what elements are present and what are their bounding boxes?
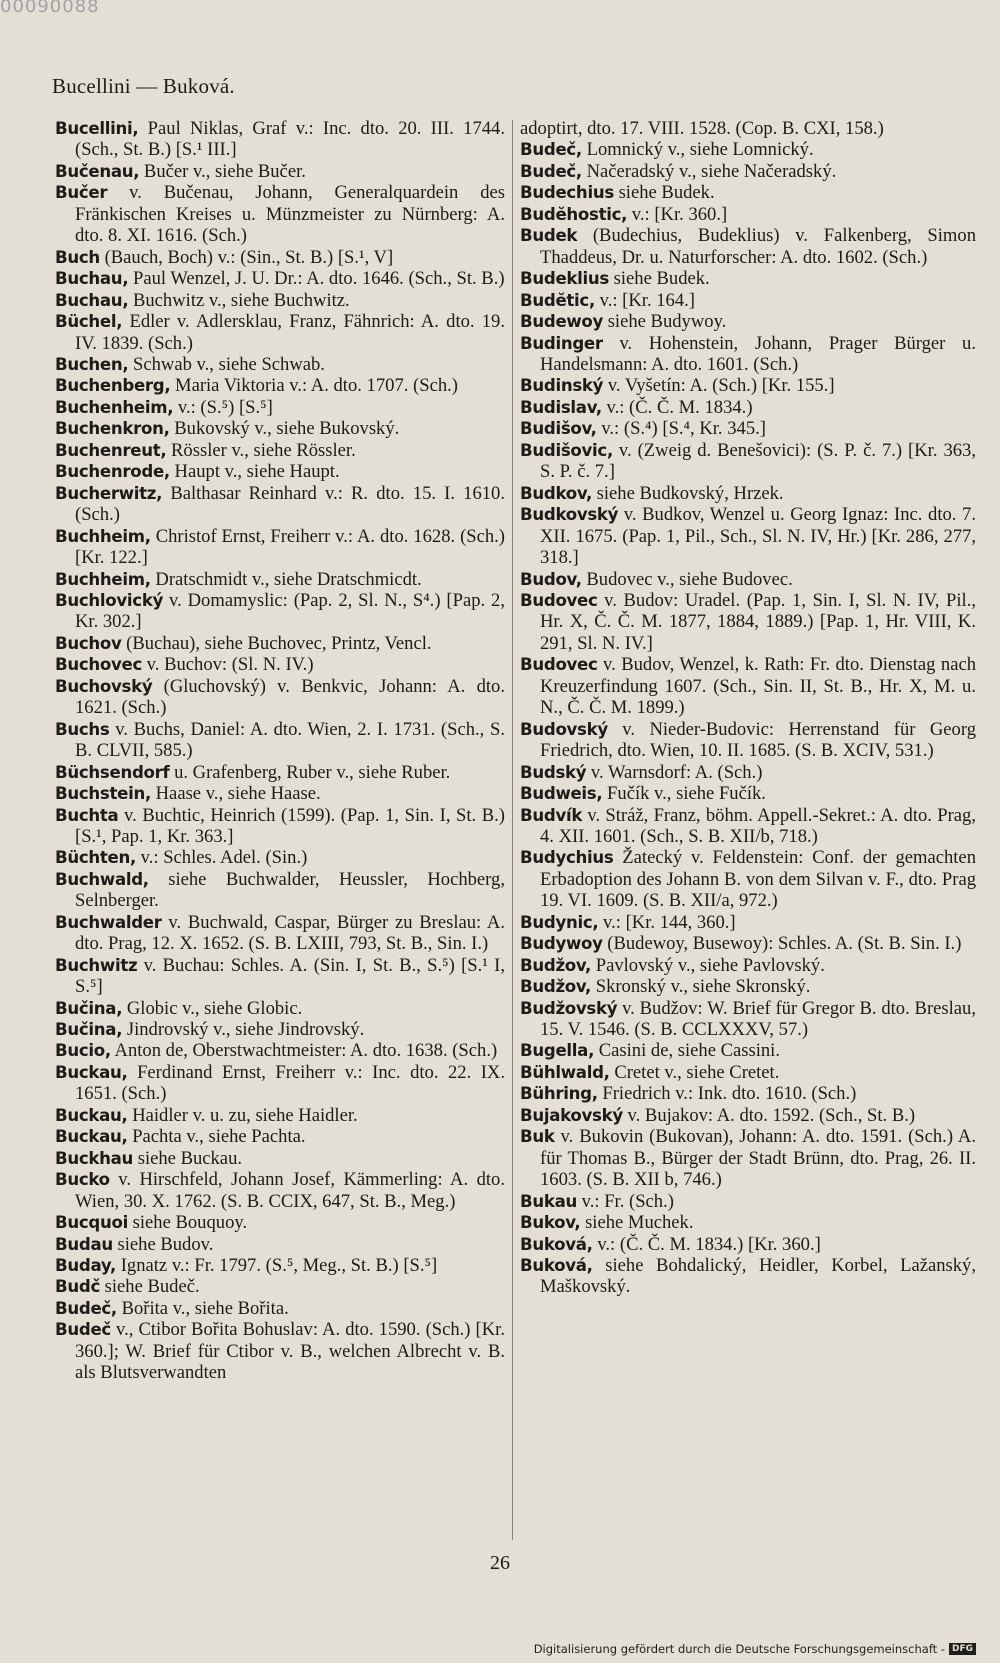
dictionary-entry — [55, 440, 505, 461]
entry-text: v.: [Kr. 144, 360.] — [598, 911, 736, 933]
entry-text: v. Buchau: Schles. A. (Sin. I, St. B., S.⁵) [S.¹ I, S.⁵] — [75, 954, 505, 998]
dictionary-entry — [520, 182, 976, 203]
entry-text: v. Buchwald, Caspar, Bürger zu Breslau: A. dto. Prag, 12. X. 1652. (S. B. LXIII, 793, St. B., Sin. I.) — [75, 911, 505, 955]
entry-text: siehe Budywoy. — [603, 311, 727, 333]
entry-text: siehe Muchek. — [580, 1212, 694, 1234]
entry-headword: Buchenheim, — [55, 397, 174, 417]
entry-text: v. Hirschfeld, Johann Josef, Kämmerling: A. dto. Wien, 30. X. 1762. (S. B. CCIX, 647, St. B., Meg.) — [75, 1169, 505, 1212]
entry-text: v. Budkov, Wenzel u. Georg Ignaz: Inc. dto. 7. XII. 1675. (Pap. 1, Pil., Sch., Sl. N. IV, Hr.) [Kr. 286, 277, 318.] — [540, 504, 976, 569]
dictionary-entry — [55, 590, 505, 633]
entry-text: v.: [Kr. 360.] — [627, 203, 728, 225]
entry-headword: Buckau, — [55, 1127, 128, 1147]
entry-text: v. (Zweig d. Benešovici): (S. P. č. 7.) [Kr. 363, S. P. č. 7.] — [540, 439, 976, 483]
entry-headword: Budč — [55, 1277, 100, 1297]
entry-text: v. Vyšetín: A. (Sch.) [Kr. 155.] — [603, 375, 835, 397]
entry-text: (Budewoy, Busewoy): Schles. A. (St. B. Sin. I.) — [602, 933, 962, 955]
dictionary-entry — [55, 1169, 505, 1212]
entry-text: v. Buchtic, Heinrich (1599). (Pap. 1, Sin. I, St. B.) [S.¹, Pap. 1, Kr. 363.] — [75, 804, 505, 847]
entry-text: Edler v. Adlersklau, Franz, Fähnrich: A. dto. 19. IV. 1839. (Sch.) — [75, 311, 505, 354]
entry-text: Paul Niklas, Graf v.: Inc. dto. 20. III. 1744. (Sch., St. B.) [S.¹ III.] — [75, 118, 505, 161]
entry-headword: Buchwitz — [55, 955, 138, 975]
entry-headword: Budek — [520, 226, 578, 246]
entry-text: v.: Fr. (Sch.) — [577, 1190, 674, 1212]
column-divider — [512, 120, 513, 1540]
entry-text: siehe Budeč. — [99, 1276, 200, 1298]
dictionary-entry — [55, 1298, 505, 1319]
entry-text: v.: (Č. Č. M. 1834.) [Kr. 360.] — [592, 1233, 821, 1255]
entry-text: v. Bukovin (Bukovan), Johann: A. dto. 1591. (Sch.) A. für Thomas B., Bürger der Stadt Brünn, dto. Prag, 26. II. 1603. (S. B. XII b, 746.) — [540, 1126, 976, 1191]
entry-text: v. Buchov: (Sl. N. IV.) — [142, 654, 314, 676]
entry-text: (Bauch, Boch) v.: (Sin., St. B.) [S.¹, V] — [99, 246, 394, 268]
entry-headword: Buchovský — [55, 676, 153, 696]
dictionary-entry — [520, 440, 976, 483]
entry-text: (Buchau), siehe Buchovec, Printz, Vencl. — [121, 632, 432, 654]
entry-headword: Budau — [55, 1234, 113, 1254]
dictionary-entry — [520, 847, 976, 911]
footer-credit — [534, 1642, 976, 1656]
entry-text: Globic v., siehe Globic. — [122, 997, 303, 1019]
dictionary-entry — [55, 762, 505, 783]
entry-headword: Buchovec — [55, 655, 143, 675]
dictionary-entry — [520, 139, 976, 160]
entry-headword: Budinger — [520, 333, 603, 353]
entry-headword: Budkovský — [520, 505, 619, 525]
dictionary-entry — [55, 805, 505, 848]
entry-headword: Bukov, — [520, 1213, 581, 1233]
entry-headword: Buckau, — [55, 1062, 128, 1082]
entry-text: v. Stráž, Franz, böhm. Appell.-Sekret.: A. dto. Prag, 4. XII. 1601. (Sch., S. B. XII/b, 718.) — [540, 804, 976, 847]
dictionary-entry — [55, 461, 505, 482]
entry-headword: Budeč, — [55, 1298, 117, 1318]
entry-text: v. Warnsdorf: A. (Sch.) — [586, 761, 763, 783]
entry-text: Bořita v., siehe Bořita. — [116, 1297, 289, 1319]
dictionary-entry — [55, 118, 505, 161]
dictionary-entry — [520, 1083, 976, 1104]
entry-headword: Buchwald, — [55, 869, 149, 889]
entry-text: (Gluchovský) v. Benkvic, Johann: A. dto. 1621. (Sch.) — [75, 675, 505, 719]
entry-headword: Budĕhostic, — [520, 204, 628, 224]
dictionary-entry — [55, 783, 505, 804]
entry-text: u. Grafenberg, Ruber v., siehe Ruber. — [169, 761, 451, 783]
dictionary-entry — [55, 1234, 505, 1255]
dictionary-entry — [520, 590, 976, 654]
dictionary-entry — [520, 783, 976, 804]
entry-headword: Budechius — [520, 183, 614, 203]
dictionary-entry — [520, 955, 976, 976]
entry-text: Haidler v. u. zu, siehe Haidler. — [127, 1104, 358, 1126]
dictionary-entry — [55, 869, 505, 912]
entry-headword: Buchenkron, — [55, 419, 170, 439]
page-number: 26 — [490, 1552, 510, 1574]
entry-text: Jindrovský v., siehe Jindrovský. — [122, 1019, 365, 1041]
entry-headword: Buckau, — [55, 1105, 128, 1125]
dictionary-entry — [55, 912, 505, 955]
entry-text: Buchwitz v., siehe Buchwitz. — [128, 289, 350, 311]
entry-text: Načeradský v., siehe Načeradský. — [581, 160, 837, 182]
entry-text: v.: [Kr. 164.] — [594, 289, 695, 311]
entry-headword: Budžov, — [520, 977, 592, 997]
dictionary-entry — [55, 1212, 505, 1233]
entry-headword: Budeč — [55, 1320, 111, 1340]
entry-headword: Buchau, — [55, 269, 129, 289]
entry-text: v., Ctibor Bořita Bohuslav: A. dto. 1590. (Sch.) [Kr. 360.]; W. Brief für Ctibor v. B., welchen Albrecht v. B. als Blutsverwandten — [75, 1319, 505, 1384]
entry-headword: Budský — [520, 762, 587, 782]
entry-text: Ferdinand Ernst, Freiherr v.: Inc. dto. 22. IX. 1651. (Sch.) — [75, 1061, 505, 1105]
entry-headword: Büchten, — [55, 848, 137, 868]
entry-text: Paul Wenzel, J. U. Dr.: A. dto. 1646. (Sch., St. B.) — [128, 268, 505, 290]
entry-text: Skronský v., siehe Skronský. — [591, 976, 811, 998]
entry-text: v. Domamyslic: (Pap. 2, Sl. N., S⁴.) [Pap. 2, Kr. 302.] — [75, 589, 505, 633]
entry-headword: Bucio, — [55, 1041, 111, 1061]
entry-headword: Budeč, — [520, 161, 582, 181]
entry-text: siehe Budov. — [112, 1233, 214, 1255]
dictionary-entry — [55, 847, 505, 868]
entry-headword: Buchenberg, — [55, 376, 171, 396]
dictionary-entry — [520, 976, 976, 997]
dictionary-entry — [520, 1062, 976, 1083]
entry-text: v. Bujakov: A. dto. 1592. (Sch., St. B.) — [622, 1104, 916, 1126]
dictionary-entry — [520, 1040, 976, 1061]
entry-headword: Bugella, — [520, 1041, 595, 1061]
entry-text: v. Budov: Uradel. (Pap. 1, Sin. I, Sl. N. IV, Pil., Hr. X, Č. Č. M. 1877, 1884, 1889.) [Pap. 1, Hr. VIII, K. 291, Sl. N. IV.] — [540, 589, 976, 654]
dictionary-entry — [55, 290, 505, 311]
dictionary-entry — [55, 1062, 505, 1105]
entry-headword: Buchenrode, — [55, 462, 170, 482]
dictionary-entry — [520, 654, 976, 718]
entry-headword: Buchwalder — [55, 912, 162, 932]
entry-text: Dratschmidt v., siehe Dratschmicdt. — [150, 568, 422, 590]
dictionary-entry — [520, 1212, 976, 1233]
right-column — [520, 118, 976, 1298]
entry-headword: Buckhau — [55, 1148, 134, 1168]
entry-text: Cretet v., siehe Cretet. — [609, 1061, 780, 1083]
entry-headword: Büchsendorf — [55, 762, 170, 782]
entry-headword: Buk — [520, 1127, 555, 1147]
entry-text: v. Budžov: W. Brief für Gregor B. dto. Breslau, 15. V. 1546. (S. B. CCLXXXV, 57.) — [540, 997, 976, 1041]
dictionary-entry — [520, 998, 976, 1041]
dictionary-entry — [55, 182, 505, 246]
entry-text: Bučer v., siehe Bučer. — [139, 160, 306, 182]
entry-headword: Budeč, — [520, 140, 582, 160]
dictionary-entry — [520, 225, 976, 268]
entry-text: siehe Budkovský, Hrzek. — [592, 482, 784, 504]
dictionary-entry — [55, 654, 505, 675]
entry-headword: Budžovský — [520, 998, 618, 1018]
entry-headword: Budžov, — [520, 955, 592, 975]
entry-headword: Buchheim, — [55, 526, 151, 546]
dictionary-entry — [55, 354, 505, 375]
entry-headword: Buch — [55, 247, 100, 267]
entry-text: siehe Budek. — [613, 182, 715, 204]
dictionary-entry — [520, 912, 976, 933]
entry-headword: Buchheim, — [55, 569, 151, 589]
entry-headword: Bučina, — [55, 1020, 123, 1040]
entry-headword: Buchs — [55, 719, 110, 739]
entry-text: Friedrich v.: Ink. dto. 1610. (Sch.) — [597, 1083, 857, 1105]
entry-headword: Buchau, — [55, 290, 129, 310]
entry-text: Schwab v., siehe Schwab. — [128, 353, 325, 375]
entry-headword: Budywoy — [520, 934, 603, 954]
entry-headword: Bühring, — [520, 1084, 598, 1104]
dictionary-entry — [55, 998, 505, 1019]
left-column — [55, 118, 505, 1384]
entry-text: Ignatz v.: Fr. 1797. (S.⁵, Meg., St. B.) [S.⁵] — [116, 1255, 438, 1277]
entry-headword: Buday, — [55, 1256, 117, 1276]
entry-headword: Büchel, — [55, 312, 123, 332]
dictionary-entry — [520, 375, 976, 396]
dictionary-entry — [55, 418, 505, 439]
scan-id-mark: 00090088 — [0, 0, 100, 14]
entry-headword: Budkov, — [520, 483, 592, 503]
entry-headword: Budewoy — [520, 312, 604, 332]
entry-headword: Budweis, — [520, 784, 603, 804]
running-header: Bucellini — Buková. — [52, 74, 235, 98]
entry-text: siehe Budek. — [609, 268, 710, 290]
entry-text: Haupt v., siehe Haupt. — [169, 461, 340, 483]
dictionary-entry — [520, 719, 976, 762]
dictionary-entry — [55, 1255, 505, 1276]
dictionary-entry — [55, 1148, 505, 1169]
entry-text: v. Buchs, Daniel: A. dto. Wien, 2. I. 1731. (Sch., S. B. CLVII, 585.) — [75, 718, 505, 762]
entry-headword: Budovský — [520, 719, 608, 739]
entry-headword: Budynic, — [520, 912, 599, 932]
entry-headword: Budvík — [520, 805, 583, 825]
entry-headword: Bucko — [55, 1170, 110, 1190]
dictionary-entry — [55, 1040, 505, 1061]
entry-text: (Budechius, Budeklius) v. Falkenberg, Simon Thaddeus, Dr. u. Naturforscher: A. dto. 1602. (Sch.) — [540, 225, 976, 268]
dictionary-entry — [520, 1234, 976, 1255]
dfg-logo: DFG — [949, 1643, 976, 1655]
entry-text: Žatecký v. Feldenstein: Conf. der gemachten Erbadoption des Johann B. von dem Silvan v. F., dto. Prag 19. VI. 1609. (S. B. XII/a, 972.) — [540, 847, 976, 912]
entry-text: Christof Ernst, Freiherr v.: A. dto. 1628. (Sch.) [Kr. 122.] — [75, 525, 505, 569]
dictionary-entry — [55, 311, 505, 354]
entry-text: v. Nieder-Budovic: Herrenstand für Georg Friedrich, dto. Wien, 10. II. 1685. (S. B. XCIV, 531.) — [540, 718, 976, 762]
entry-text: Balthasar Reinhard v.: R. dto. 15. I. 1610. (Sch.) — [75, 482, 505, 526]
dictionary-entry — [55, 633, 505, 654]
entry-text: siehe Bohdalický, Heidler, Korbel, Lažanský, Maškovský. — [540, 1255, 976, 1298]
entry-headword: Bujakovský — [520, 1105, 623, 1125]
entry-text: Fučík v., siehe Fučík. — [602, 783, 766, 805]
entry-headword: Buchta — [55, 805, 119, 825]
dictionary-entry — [520, 933, 976, 954]
dictionary-entry — [520, 161, 976, 182]
dictionary-entry — [520, 333, 976, 376]
dictionary-entry — [520, 418, 976, 439]
dictionary-entry — [520, 1105, 976, 1126]
entry-text: v.: (S.⁴) [S.⁴, Kr. 345.] — [596, 418, 766, 440]
entry-headword: Budovec — [520, 655, 598, 675]
entry-text: siehe Buckau. — [133, 1147, 243, 1169]
dictionary-entry — [55, 719, 505, 762]
dictionary-entry — [55, 1019, 505, 1040]
entry-headword: Buchov — [55, 633, 122, 653]
dictionary-entry — [55, 483, 505, 526]
entry-text: Rössler v., siehe Rössler. — [166, 439, 356, 461]
entry-headword: Bučenau, — [55, 161, 140, 181]
entry-text: Haase v., siehe Haase. — [150, 783, 321, 805]
entry-headword: Budišovic, — [520, 440, 613, 460]
dictionary-entry — [520, 483, 976, 504]
entry-text: v. Budov, Wenzel, k. Rath: Fr. dto. Dienstag nach Kreuzerfindung 1607. (Sch., Sin. II, St. B., Hr. X, M. u. N., Č. Č. M. 1899.) — [540, 654, 976, 719]
entry-headword: Budovec — [520, 590, 598, 610]
entry-text: Anton de, Oberstwachtmeister: A. dto. 1638. (Sch.) — [110, 1040, 498, 1062]
entry-headword: Budeklius — [520, 269, 609, 289]
dictionary-entry — [55, 676, 505, 719]
entry-text: Lomnický v., siehe Lomnický. — [581, 139, 814, 161]
entry-headword: Budĕtic, — [520, 290, 595, 310]
entry-headword: Budislav, — [520, 397, 602, 417]
entry-text: Pachta v., siehe Pachta. — [127, 1126, 306, 1148]
entry-headword: Budinský — [520, 376, 604, 396]
entry-text: v.: Schles. Adel. (Sin.) — [136, 847, 308, 869]
entry-headword: Bučina, — [55, 998, 123, 1018]
dictionary-entry — [520, 268, 976, 289]
footer-text: Digitalisierung gefördert durch die Deutsche Forschungsgemeinschaft - — [533, 1642, 945, 1656]
dictionary-entry — [55, 526, 505, 569]
entry-text: v. Hohenstein, Johann, Prager Bürger u. Handelsmann: A. dto. 1601. (Sch.) — [540, 332, 976, 375]
entry-headword: Budišov, — [520, 419, 597, 439]
entry-text: siehe Buchwalder, Heussler, Hochberg, Selnberger. — [75, 868, 505, 912]
entry-text: v.: (Č. Č. M. 1834.) — [601, 396, 753, 418]
dictionary-entry — [520, 805, 976, 848]
dictionary-entry — [55, 1319, 505, 1383]
entry-headword: Bucquoi — [55, 1213, 128, 1233]
dictionary-entry — [55, 1105, 505, 1126]
entry-headword: Bukau — [520, 1191, 578, 1211]
entry-headword: Budychius — [520, 848, 614, 868]
entry-text: Bukovský v., siehe Bukovský. — [169, 418, 400, 440]
dictionary-entry — [520, 762, 976, 783]
dictionary-entry — [520, 1191, 976, 1212]
dictionary-entry — [520, 1255, 976, 1298]
dictionary-entry — [520, 204, 976, 225]
entry-text: v.: (S.⁵) [S.⁵] — [173, 396, 273, 418]
dictionary-entry — [55, 268, 505, 289]
dictionary-entry — [55, 375, 505, 396]
entry-headword: Buková, — [520, 1256, 593, 1276]
dictionary-entry — [55, 955, 505, 998]
dictionary-entry — [55, 1276, 505, 1297]
entry-headword: Budov, — [520, 569, 582, 589]
entry-headword: Buchstein, — [55, 784, 151, 804]
entry-text: Casini de, siehe Cassini. — [594, 1040, 780, 1062]
dictionary-entry — [55, 569, 505, 590]
entry-text: Budovec v., siehe Budovec. — [581, 568, 793, 590]
entry-headword: Buchlovický — [55, 590, 164, 610]
entry-headword: Buková, — [520, 1234, 593, 1254]
dictionary-entry — [520, 118, 976, 139]
entry-headword: Bühlwald, — [520, 1062, 610, 1082]
entry-headword: Bucherwitz, — [55, 483, 163, 503]
dictionary-entry — [520, 290, 976, 311]
entry-headword: Buchenreut, — [55, 440, 167, 460]
entry-headword: Bucellini, — [55, 119, 139, 138]
dictionary-entry — [55, 247, 505, 268]
dictionary-entry — [520, 569, 976, 590]
dictionary-entry — [55, 161, 505, 182]
dictionary-entry — [520, 311, 976, 332]
entry-text: siehe Bouquoy. — [127, 1212, 248, 1234]
entry-text: v. Bučenau, Johann, Generalquardein des Fränkischen Kreises u. Münzmeister zu Nürnberg: A. dto. 8. XI. 1616. (Sch.) — [75, 182, 505, 247]
dictionary-entry — [520, 1126, 976, 1190]
dictionary-entry — [520, 504, 976, 568]
dictionary-entry — [55, 1126, 505, 1147]
entry-text: Maria Viktoria v.: A. dto. 1707. (Sch.) — [170, 375, 458, 397]
entry-text: adoptirt, dto. 17. VIII. 1528. (Cop. B. CXI, 158.) — [520, 118, 884, 139]
entry-headword: Bučer — [55, 183, 108, 203]
entry-headword: Buchen, — [55, 354, 129, 374]
dictionary-entry — [520, 397, 976, 418]
dictionary-entry — [55, 397, 505, 418]
entry-text: Pavlovský v., siehe Pavlovský. — [591, 954, 825, 976]
